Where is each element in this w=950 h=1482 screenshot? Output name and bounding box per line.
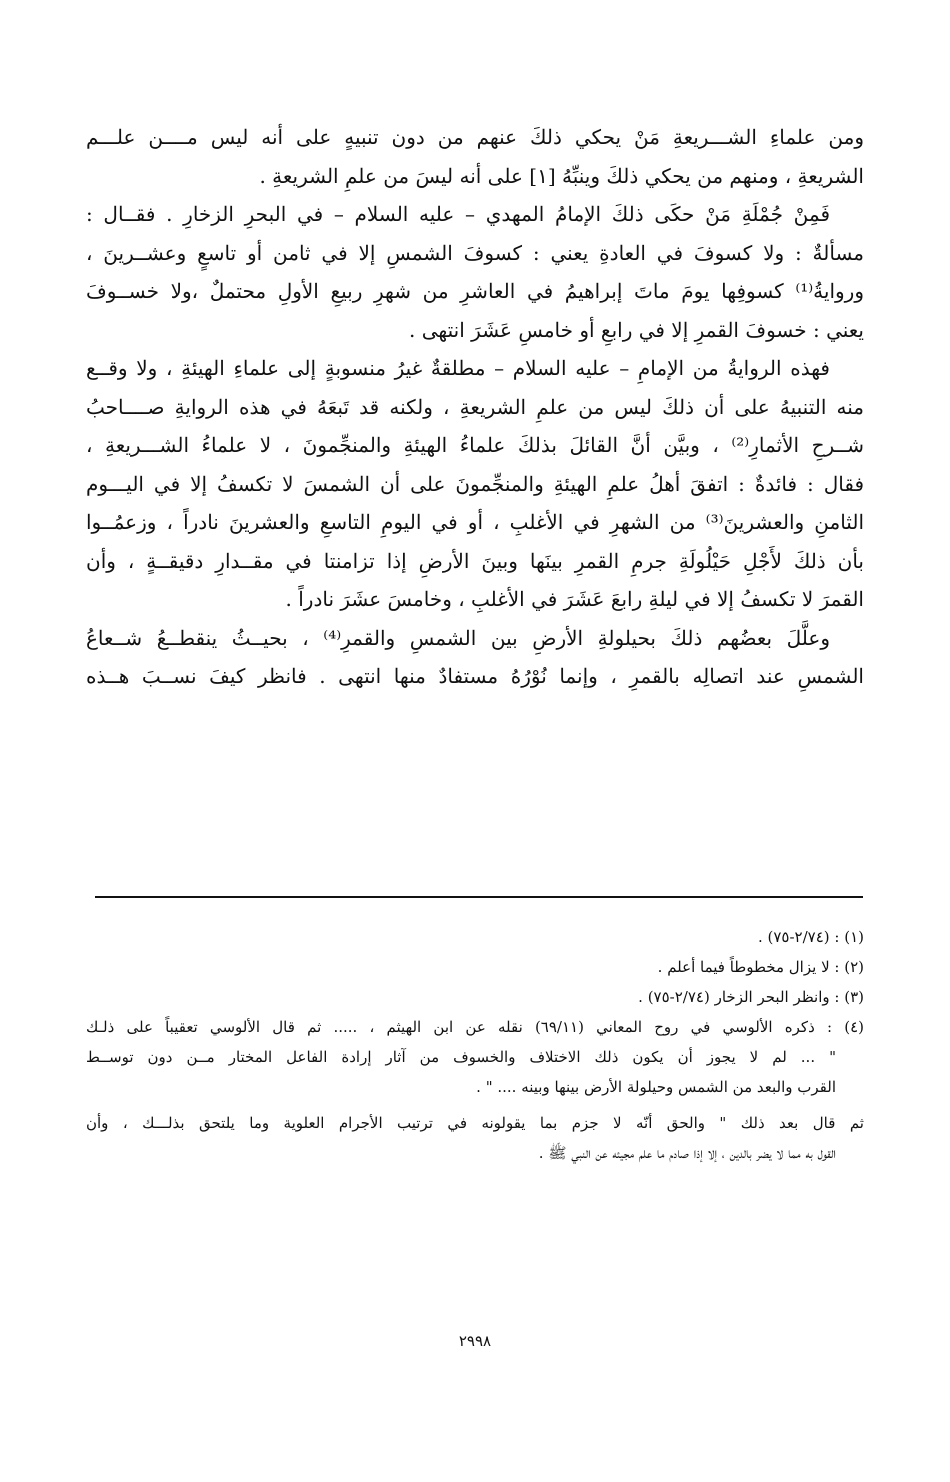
body-line: الثامنِ والعشرينَ⁽³⁾ من الشهرِ في الأغلبِ ، أو في اليومِ التاسعِ والعشرينَ نادراً ، وزعمُــوا <box>86 510 864 534</box>
body-line: فَمِنْ جُمْلَةِ مَنْ حكَى ذلكَ الإمامُ المهدي – عليه السلام – في البحرِ الزخارِ . فقــال : <box>86 202 830 226</box>
body-line: الشمسِ عند اتصالِه بالقمرِ ، وإنما نُوْرُهُ مستفادٌ منها انتهى . فانظر كيفَ نســبَ هــذه <box>86 664 864 688</box>
main-text <box>86 118 864 696</box>
body-line: وعلَّلَ بعضُهم ذلكَ بحيلولةِ الأرضِ بين الشمسِ والقمرِ⁽⁴⁾ ، بحيــثُ ينقطــعُ شــعاعُ <box>86 625 830 650</box>
footnote-separator <box>95 896 863 898</box>
body-line: مسألةٌ : ولا كسوفَ في العادةِ يعني : كسوفَ الشمسِ إلا في ثامن أو تاسعٍ وعشــرينَ ، <box>86 240 864 265</box>
footnote-4-quote: " ... لم لا يجوز أن يكون ذلك الاختلاف والخسوف من آثار إرادة الفاعل المختار مــن دون توســط <box>86 1048 836 1066</box>
footnote-3: (٣) : وانظر البحر الزخار (٢/٧٤-٧٥) . <box>638 988 864 1006</box>
body-line: بأن ذلكَ لأَجْلِ حَيْلُولَةِ جرمِ القمرِ بينَها وبينَ الأرضِ إذا تزامنتا في مقــدارِ دقيقــةٍ ، وأن <box>86 548 864 573</box>
footnote-4-continuation-end: القول به مما لا يضر بالدين ، إلا إذا صادم ما علم مجيئه عن النبي ﷺ . <box>538 1144 836 1162</box>
page-number: ٢٩٩٨ <box>458 1332 492 1350</box>
body-line: يعني : خسوفَ القمرِ إلا في رابعِ أو خامسِ عَشَرَ انتهى . <box>409 317 864 342</box>
footnote-4-quote-end: القرب والبعد من الشمس وحيلولة الأرض بينها وبينه .... " . <box>476 1078 836 1096</box>
body-line: القمرَ لا تكسفُ إلا في ليلةِ رابعَ عَشَرَ في الأغلبِ ، وخامسَ عشَرَ نادراً . <box>285 587 864 611</box>
body-line: الشريعةِ ، ومنهم من يحكي ذلكَ وينبِّهُ [١] على أنه ليسَ من علمِ الشريعةِ . <box>259 163 864 188</box>
footnotes <box>86 922 864 1168</box>
body-line: فهذه الروايةُ من الإمامِ – عليه السلام – مطلقةٌ غيرُ منسوبةٍ إلى علماءِ الهيئةِ ، ولا وقــع <box>86 356 830 380</box>
body-line: وروايةُ⁽¹⁾ كسوفِها يومَ ماتَ إبراهيمُ في العاشرِ من شهرِ ربيعِ الأولِ محتملٌ ،ولا خســوفَ <box>86 279 864 303</box>
footnote-1: (١) : (٢/٧٤-٧٥) . <box>757 928 864 946</box>
footnote-4: (٤) : ذكره الألوسي في روح المعاني (٦٩/١١) نقله عن ابن الهيثم ، ..... ثم قال الألوسي تعقيباً على ذلـك <box>86 1018 864 1036</box>
body-line: منه التنبيهُ على أن ذلكَ ليس من علمِ الشريعةِ ، ولكنه قد تَبعَهُ في هذه الروايةِ صــــاحبُ <box>86 394 864 419</box>
body-line: فقال : فائدةٌ : اتفقَ أهلُ علمِ الهيئةِ والمنجِّمونَ على أن الشمسَ لا تكسفُ إلا في اليـــوم <box>86 471 864 496</box>
footnote-4-continuation: ثم قال بعد ذلك " والحق أنّه لا جزم بما يقولونه في ترتيب الأجرام العلوية وما يلتحق بذلـــك ، وأن <box>86 1114 864 1132</box>
body-line: شــرحِ الأثمارِ⁽²⁾ ، وبيَّن أنَّ القائلَ بذلكَ علماءُ الهيئةِ والمنجِّمونَ ، لا علماءُ الشـــريعةِ ، <box>86 433 864 457</box>
body-line: ومن علماءِ الشـــريعةِ مَنْ يحكي ذلكَ عنهم من دون تنبيهٍ على أنه ليس مــــن علـــم <box>86 125 864 149</box>
footnote-2: (٢) : لا يزال مخطوطاً فيما أعلم . <box>657 958 864 976</box>
